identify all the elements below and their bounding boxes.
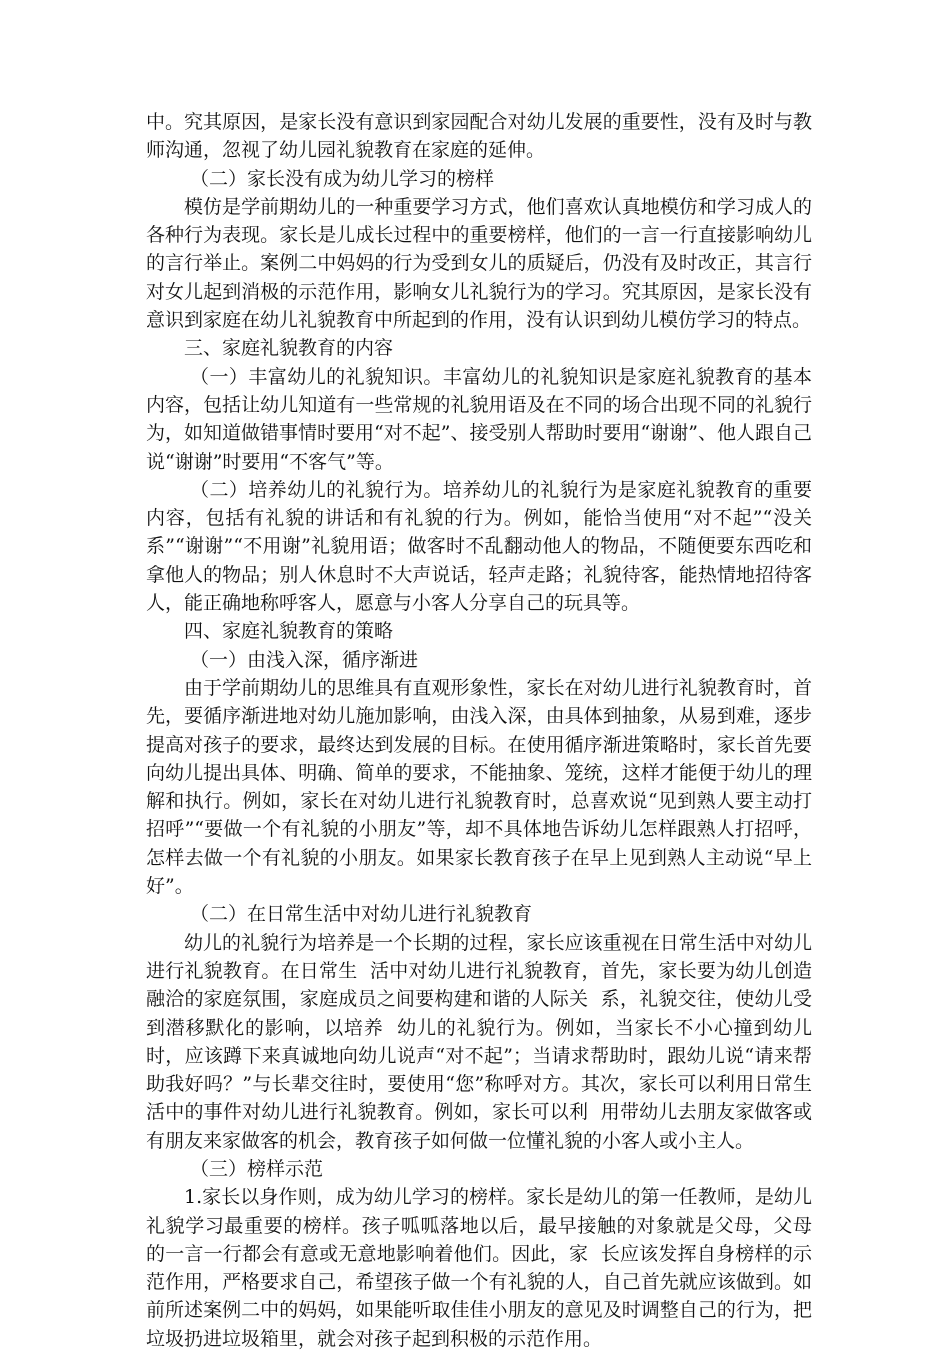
- paragraph-cultivate-behavior: （二）培养幼儿的礼貌行为。培养幼儿的礼貌行为是家庭礼貌教育的重要内容，包括有礼貌的讲话和有礼貌的行为。例如，能恰当使用“对不起”“没关系”“谢谢”“不用谢”礼貌用语；做客时不乱翻动他人的物品，不随便要东西吃和拿他人的物品；别人休息时不大声说话，轻声走路；礼貌待客，能热情地招待客人，能正确地称呼客人，愿意与小客人分享自己的玩具等。: [146, 478, 812, 615]
- paragraph-continuation: 中。究其原因，是家长没有意识到家园配合对幼儿发展的重要性，没有及时与教师沟通，忽视了幼儿园礼貌教育在家庭的延伸。: [146, 111, 812, 162]
- paragraph-imitation: 模仿是学前期幼儿的一种重要学习方式，他们喜欢认真地模仿和学习成人的各种行为表现。家长是儿成长过程中的重要榜样，他们的一言一行直接影响幼儿的言行举止。案例二中妈妈的行为受到女儿的质疑后，仍没有及时改正，其言行对女儿起到消极的示范作用，影响女儿礼貌行为的学习。究其原因，是家长没有意识到家庭在幼儿礼貌教育中所起到的作用，没有认识到幼儿模仿学习的特点。: [146, 195, 812, 332]
- subheading-parents-not-role-models: （二）家长没有成为幼儿学习的榜样: [190, 167, 495, 190]
- paragraph-role-model: 1.家长以身作则，成为幼儿学习的榜样。家长是幼儿的第一任教师，是幼儿礼貌学习最重要的榜样。孩子呱呱落地以后，最早接触的对象就是父母，父母 的一言一行都会有意或无意地影响着他们。因此，家 长应该发挥自身榜样的示范作用，严格要求自己，希望孩子做一个有礼貌的人，自己首先就应该做到。如前所述案例二中的妈妈，如果能听取佳佳小朋友的意见及时调整自己的行为，把垃圾扔进垃圾箱里，就会对孩子起到积极的示范作用。: [146, 1186, 825, 1350]
- subheading-role-model: （三）榜样示范: [190, 1157, 324, 1180]
- paragraph-step-by-step: 由于学前期幼儿的思维具有直观形象性，家长在对幼儿进行礼貌教育时，首先，要循序渐进地对幼儿施加影响，由浅入深，由具体到抽象，从易到难，逐步提高对孩子的要求，最终达到发展的目标。在使用循序渐进策略时，家长首先要向幼儿提出具体、明确、简单的要求，不能抽象、笼统，这样才能便于幼儿的理解和执行。例如，家长在对幼儿进行礼貌教育时，总喜欢说“见到熟人要主动打招呼”“要做一个有礼貌的小朋友”等，却不具体地告诉幼儿怎样跟熟人打招呼，怎样去做一个有礼貌的小朋友。如果家长教育孩子在早上见到熟人主动说“早上好”。: [146, 676, 812, 898]
- document-page: [146, 108, 825, 1353]
- paragraph-enrich-knowledge: （一）丰富幼儿的礼貌知识。丰富幼儿的礼貌知识是家庭礼貌教育的基本内容，包括让幼儿知道有一些常规的礼貌用语及在不同的场合出现不同的礼貌行为，如知道做错事情时要用“对不起”、接受别人帮助时要用“谢谢”、他人跟自己说“谢谢”时要用“不客气”等。: [146, 365, 812, 473]
- heading-section-4: 四、家庭礼貌教育的策略: [184, 620, 394, 643]
- subheading-step-by-step: （一）由浅入深，循序渐进: [190, 648, 419, 671]
- heading-section-3: 三、家庭礼貌教育的内容: [184, 337, 394, 360]
- subheading-daily-life: （二）在日常生活中对幼儿进行礼貌教育: [190, 903, 533, 926]
- paragraph-daily-life: 幼儿的礼貌行为培养是一个长期的过程，家长应该重视在日常生活中对幼儿进行礼貌教育。在日常生 活中对幼儿进行礼貌教育，首先，家长要为幼儿创造 融洽的家庭氛围，家庭成员之间要构建和谐的人际关 系，礼貌交往，使幼儿受到潜移默化的影响，以培养 幼儿的礼貌行为。例如，当家长不小心撞到幼儿时，应该蹲下来真诚地向幼儿说声“对不起”；当请求帮助时，跟幼儿说“请来帮助我好吗？”与长辈交往时，要使用“您”称呼对方。其次，家长可以利用日常生活中的事件对幼儿进行礼貌教育。例如，家长可以利 用带幼儿去朋友家做客或有朋友来家做客的机会，教育孩子如何做一位懂礼貌的小客人或小主人。: [146, 931, 825, 1152]
